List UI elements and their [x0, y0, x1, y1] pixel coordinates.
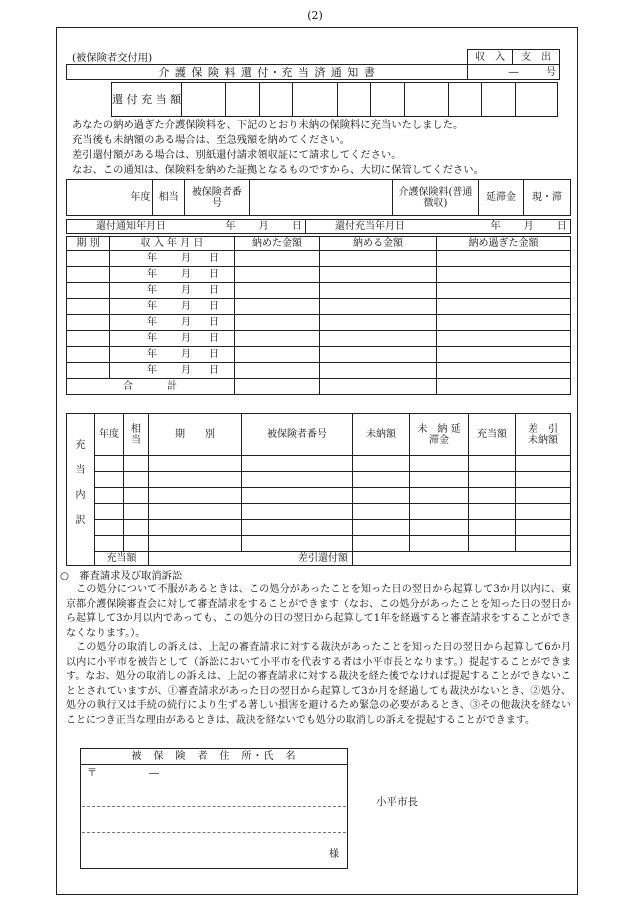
dates-row: [66, 219, 571, 234]
appropriation-side-label: 充 当 内 訳: [67, 414, 95, 552]
soto-label: 相当: [153, 180, 185, 216]
refund-notice-date-label: 還付通知年月日: [67, 220, 196, 234]
payment-row: [67, 347, 571, 363]
receipt-in-label: 収 入: [468, 50, 513, 65]
appeal-title: ○ 審査請求及び取消訴訟: [60, 570, 183, 582]
number-suffix: 号: [546, 67, 556, 78]
date2-nen: 年: [490, 221, 501, 232]
address-box: [80, 748, 348, 869]
ap-col-unpaid-late: 未 納 延滞金: [410, 414, 469, 456]
notice-3: 差引還付額がある場合は、別紙還付請求領収証にて請求してください。: [72, 149, 402, 161]
total-label: 合 計: [67, 379, 235, 395]
receipt-out-label: 支 出: [513, 50, 560, 65]
refund-appropriation-date-label: 還付充当年月日: [306, 220, 435, 234]
payment-table: [66, 236, 571, 395]
payment-row-date: 年 月 日: [110, 267, 235, 283]
late-fee-label: 延滞金: [479, 180, 524, 216]
sama-label: 様: [329, 849, 339, 860]
number-dash: ―: [508, 66, 519, 78]
col-overpaid: 納め過ぎた金額: [437, 237, 571, 251]
current-late-label: 現・滞: [523, 180, 570, 216]
payment-row: [67, 251, 571, 267]
address-line-2: [82, 832, 346, 833]
date1-nichi: 日: [291, 221, 302, 232]
notice-4: なお、この通知は、保険料を納めた証拠となるものですから、大切に保管してください。: [72, 164, 484, 176]
address-line-1: [82, 806, 346, 807]
appeal-paragraph-2: この処分の取消しの訴えは、上記の審査請求に対する裁決があったことを知った日の翌日から起算して6か月以内に小平市を被告として（訴訟において小平市を代表する者は小平市長となります。）提起することができます。なお、処分の取消しの訴えは、上記の審査請求に対する裁決を経た後でなければ提起することができないこととされていますが、①審査請求があった日の翌日から起算して3か月を経過しても裁決がないとき、②処分、処分の執行又は手続の続行により生ずる著しい損害を避けるため緊急の必要があるとき、③その他裁決を経ないことにつき正当な理由があるときは、裁決を経ないでも処分の取消しの訴えを提起することができます。: [66, 642, 571, 726]
col-period: 期 別: [67, 237, 110, 251]
copy-label: (被保険者交付用): [72, 52, 153, 64]
payment-row-date: 年 月 日: [110, 315, 235, 331]
ap-col-soto: 相当: [124, 414, 149, 456]
ap-col-year: 年度: [95, 414, 124, 456]
payment-row-date: 年 月 日: [110, 347, 235, 363]
ap-col-unpaid: 未納額: [353, 414, 410, 456]
notice-1: あなたの納め過ぎた介護保険料を、下記のとおり未納の保険料に充当いたしました。: [72, 119, 464, 131]
payment-row: [67, 331, 571, 347]
refund-amount-box: [111, 82, 558, 117]
postal-mark: 〒: [87, 768, 97, 779]
insured-no-label: 被保険者番号: [185, 180, 250, 216]
col-receipt-date: 収 入 年 月 日: [110, 237, 235, 251]
col-paid: 納めた金額: [235, 237, 320, 251]
postal-dash: ―: [149, 768, 159, 779]
ap-col-net-unpaid: 差 引 未納額: [516, 414, 571, 456]
footer-net-refund-label: 差引還付額: [149, 552, 353, 566]
premium-type-label: 介護保険料(普通徴収): [392, 180, 478, 216]
payment-row: [67, 283, 571, 299]
ap-col-appropriated: 充当額: [469, 414, 516, 456]
payment-row-date: 年 月 日: [110, 363, 235, 379]
col-due: 納める金額: [320, 237, 437, 251]
appeal-paragraph-1: この処分について不服があるときは、この処分があったことを知った日の翌日から起算して3か月以内に、東京都介護保険審査会に対して審査請求をすることができます（なお、この処分があったことを知った日の翌日から起算して3か月以内であっても、この処分の日の翌日から起算して1年を経過すると審査請求をすることができなくなります。）。: [66, 584, 571, 639]
refund-amount-label: 還 付 充 当 額: [112, 83, 182, 117]
header-table: [66, 49, 560, 80]
footer-appropriated-label: 充当額: [95, 552, 149, 566]
payment-row: [67, 267, 571, 283]
document-title: 介 護 保 険 料 還 付・充 当 済 通 知 書: [67, 65, 468, 80]
payment-row-date: 年 月 日: [110, 331, 235, 347]
appropriation-table: [66, 413, 571, 566]
date1-nen: 年: [225, 221, 236, 232]
page-number: (2): [307, 9, 323, 22]
date1-gatsu: 月: [258, 221, 269, 232]
payment-row: [67, 299, 571, 315]
address-box-title: 被 保 険 者 住 所・氏 名: [81, 749, 348, 765]
date2-nichi: 日: [556, 221, 567, 232]
ap-col-insured-no: 被保険者番号: [242, 414, 353, 456]
payment-row: [67, 363, 571, 379]
payment-row-date: 年 月 日: [110, 283, 235, 299]
info-table: [66, 179, 571, 216]
year-label: 年度: [67, 180, 153, 216]
ap-col-period: 期 別: [149, 414, 242, 456]
date2-gatsu: 月: [523, 221, 534, 232]
issuer: 小平市長: [376, 796, 418, 808]
payment-row: [67, 315, 571, 331]
notice-2: 充当後も未納額のある場合は、至急残額を納めてください。: [72, 134, 351, 146]
payment-row-date: 年 月 日: [110, 251, 235, 267]
payment-row-date: 年 月 日: [110, 299, 235, 315]
